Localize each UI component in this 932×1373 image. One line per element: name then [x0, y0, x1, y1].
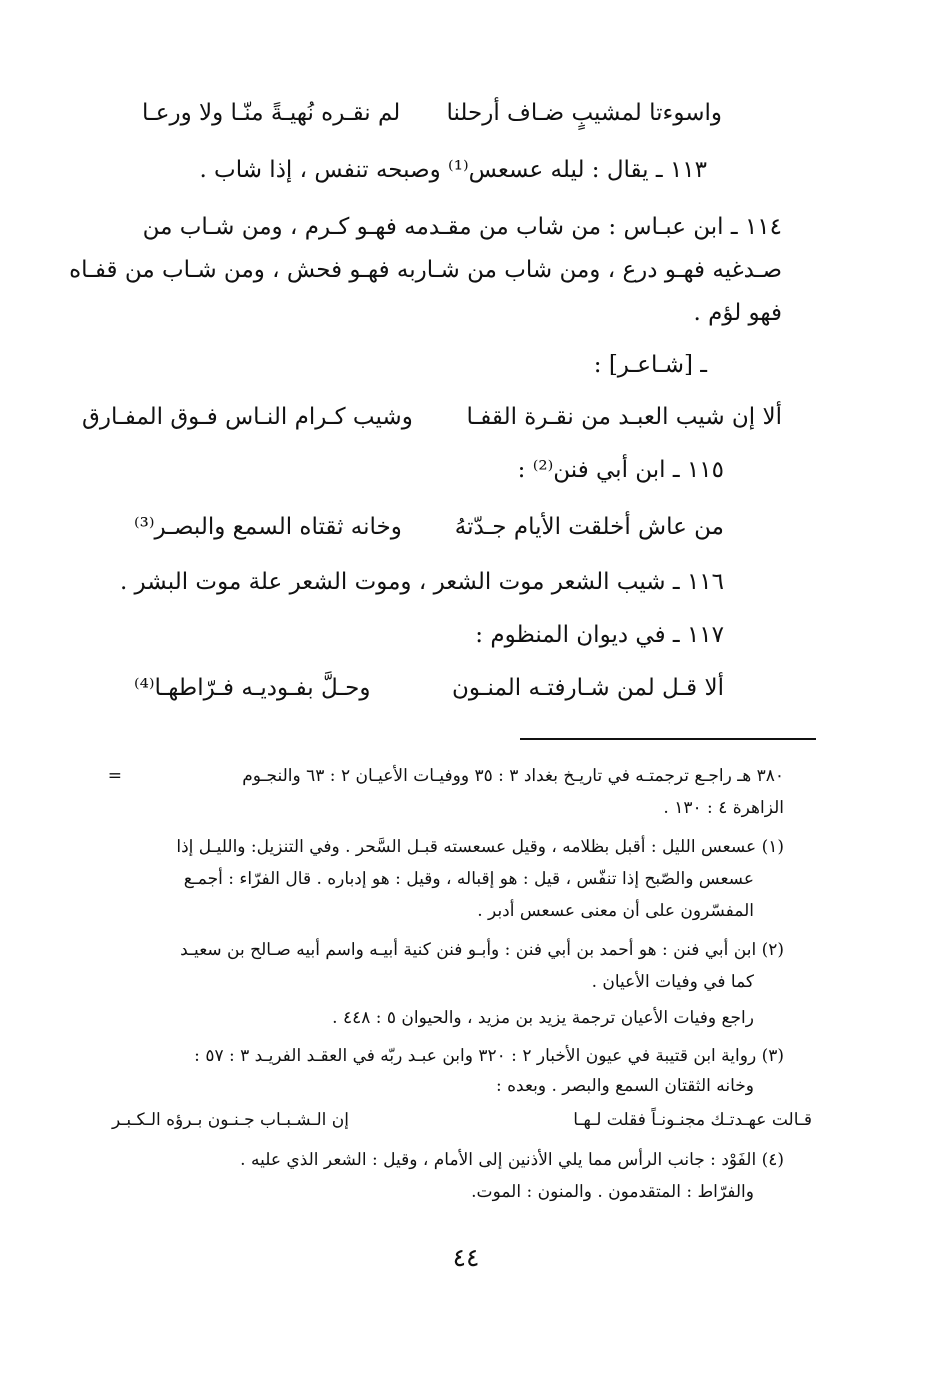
- verse-first-hemistich: ألا قـل لمن شـارفتـه المنـون: [452, 675, 724, 701]
- footnote-separator: [520, 738, 816, 740]
- footnote-1-line: المفسّرون على أن معنى عسعس أدبر .: [477, 901, 754, 921]
- footnote-4-line: (٤) الفَوْد : جانب الرأس مما يلي الأذنين إلى الأمام ، وقيل : الشعر الذي عليه .: [240, 1150, 784, 1170]
- verse-first-hemistich: قـالت عهـدتـك مجنـونـاً فقلت لـهـا: [573, 1110, 812, 1130]
- paragraph-114-line: ١١٤ ـ ابن عبـاس : من شاب من مقـدمه فهـو كـرم ، ومن شـاب من: [142, 214, 782, 240]
- footnote-2-line: كما في وفيات الأعيان .: [591, 972, 754, 992]
- footnote-3-line: (٣) رواية ابن قتيبة في عيون الأخبار ٢ : ٣٢٠ وابن عبـد ربّه في العقـد الفريـد ٣ : ٥٧ :: [194, 1046, 784, 1066]
- verse-first-hemistich: من عاش أخلقت الأيام جـدّتهُ: [454, 514, 724, 540]
- footnote-1-line: عسعس والصّبح إذا تنفّس ، قيل : هو إقباله ، وقيل : هو إدباره . قال الفرّاء : أجمـع: [183, 869, 754, 889]
- verse-first-hemistich: واسوءتا لمشيبٍ ضـاف أرحلنا: [446, 100, 722, 126]
- footnote-continuation-line: ٣٨٠ هـ راجـع ترجمتـه في تاريـخ بغداد ٣ : ٣٥ ووفيـات الأعيـان ٢ : ٦٣ والنجـوم: [242, 766, 784, 786]
- paragraph-117: ١١٧ ـ في ديوان المنظوم :: [475, 622, 724, 648]
- paragraph-116: ١١٦ ـ شيب الشعر موت الشعر ، وموت الشعر علة موت البشر .: [119, 569, 724, 595]
- verse-second-hemistich: وحـلَّ بفـوديـه فـرّاطهـا⁽⁴⁾: [134, 675, 371, 701]
- continuation-marker: =: [107, 766, 122, 786]
- paragraph-115: ١١٥ ـ ابن أبي فنن⁽²⁾ :: [517, 457, 724, 483]
- footnote-continuation-line: الزاهرة ٤ : ١٣٠ .: [663, 798, 784, 818]
- verse-line: [142, 98, 722, 128]
- footnote-4-line: والفرّاط : المتقدمون . والمنون : الموت.: [471, 1182, 754, 1202]
- verse-second-hemistich: وخانه ثقتاه السمع والبصـر⁽³⁾: [134, 514, 402, 540]
- paragraph-113: ١١٣ ـ يقال : ليله عسعس⁽¹⁾ وصبحه تنفس ، إذا شاب .: [199, 157, 707, 183]
- page-number: ٤٤: [452, 1243, 480, 1272]
- verse-first-hemistich: ألا إن شيب العبـد من نقـرة القفـا: [466, 404, 782, 430]
- verse-line: [134, 512, 724, 542]
- footnote-verse-line: [112, 1108, 812, 1132]
- verse-second-hemistich: لم نقـره نُهيـةً منّـا ولا ورعـا: [142, 100, 401, 126]
- footnote-2-line: (٢) ابن أبي فنن : هو أحمد بن أبي فنن : وأبـو فنن كنية أبيـه واسم أبيه صـالح بن سعيـد: [180, 940, 784, 960]
- verse-second-hemistich: إن الـشـبـاب جـنـون بـرؤه الـكـبـر: [112, 1110, 349, 1130]
- footnote-3-line: وخانه الثقتان السمع والبصر . وبعده :: [495, 1076, 754, 1096]
- poet-heading: ـ [شـاعـر] :: [593, 352, 707, 378]
- verse-line: [134, 673, 724, 703]
- footnote-2-line: راجع وفيات الأعيان ترجمة يزيد بن مزيد ، والحيوان ٥ : ٤٤٨ .: [332, 1008, 754, 1028]
- paragraph-114-line: صـدغيه فهـو درع ، ومن شاب من شـاربه فهـو فحش ، ومن شـاب من قفـاه: [69, 257, 782, 283]
- verse-line: [82, 402, 782, 432]
- footnote-1-line: (١) عسعس الليل : أقبل بظلامه ، وقيل عسعسته قبـل السَّحر . وفي التنزيل: والليـل إذا: [176, 837, 784, 857]
- verse-second-hemistich: وشيب كـرام النـاس فـوق المفـارق: [82, 404, 413, 430]
- paragraph-114-line: فهو لؤم .: [693, 300, 782, 326]
